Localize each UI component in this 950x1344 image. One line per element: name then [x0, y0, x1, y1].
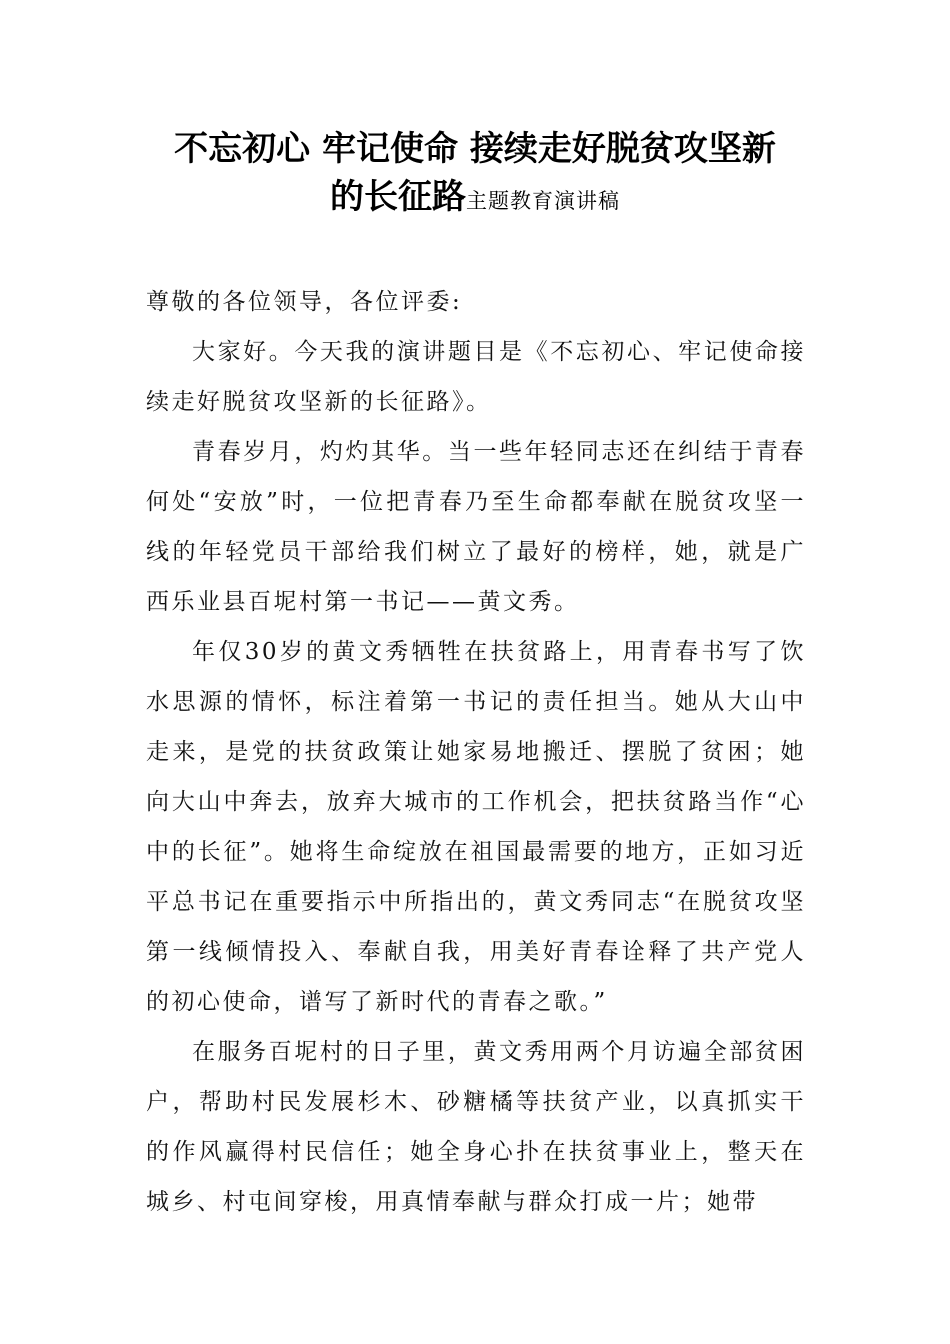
paragraph: 青春岁月，灼灼其华。当一些年轻同志还在纠结于青春何处“安放”时，一位把青春乃至生命都奉献在脱贫攻坚一线的年轻党员干部给我们树立了最好的榜样，她，就是广西乐业县百坭村第一书记——黄文秀。 [146, 439, 806, 615]
salutation: 尊敬的各位领导，各位评委: [146, 289, 463, 315]
document-title-main: 的长征路 [330, 177, 466, 217]
document-subtitle: 主题教育演讲稿 [466, 189, 620, 213]
paragraph: 年仅30岁的黄文秀牺牲在扶贫路上，用青春书写了饮水思源的情怀，标注着第一书记的责任担当。她从大山中走来，是党的扶贫政策让她家易地搬迁、摆脱了贫困；她向大山中奔去，放弃大城市的工作机会，把扶贫路当作“心中的长征”。她将生命绽放在祖国最需要的地方，正如习近平总书记在重要指示中所指出的，黄文秀同志“在脱贫攻坚第一线倾情投入、奉献自我，用美好青春诠释了共产党人的初心使命，谱写了新时代的青春之歌。” [146, 639, 806, 1015]
document-title-line-1: 不忘初心 牢记使命 接续走好脱贫攻坚新 [174, 129, 776, 169]
document-body [146, 277, 806, 1227]
paragraph: 大家好。今天我的演讲题目是《不忘初心、牢记使命接续走好脱贫攻坚新的长征路》。 [146, 339, 806, 415]
document-title-line-2 [100, 174, 850, 224]
paragraph: 在服务百坭村的日子里，黄文秀用两个月访遍全部贫困户，帮助村民发展杉木、砂糖橘等扶贫产业，以真抓实干的作风赢得村民信任；她全身心扑在扶贫事业上，整天在城乡、村屯间穿梭，用真情奉献与群众打成一片；她带 [146, 1039, 806, 1215]
